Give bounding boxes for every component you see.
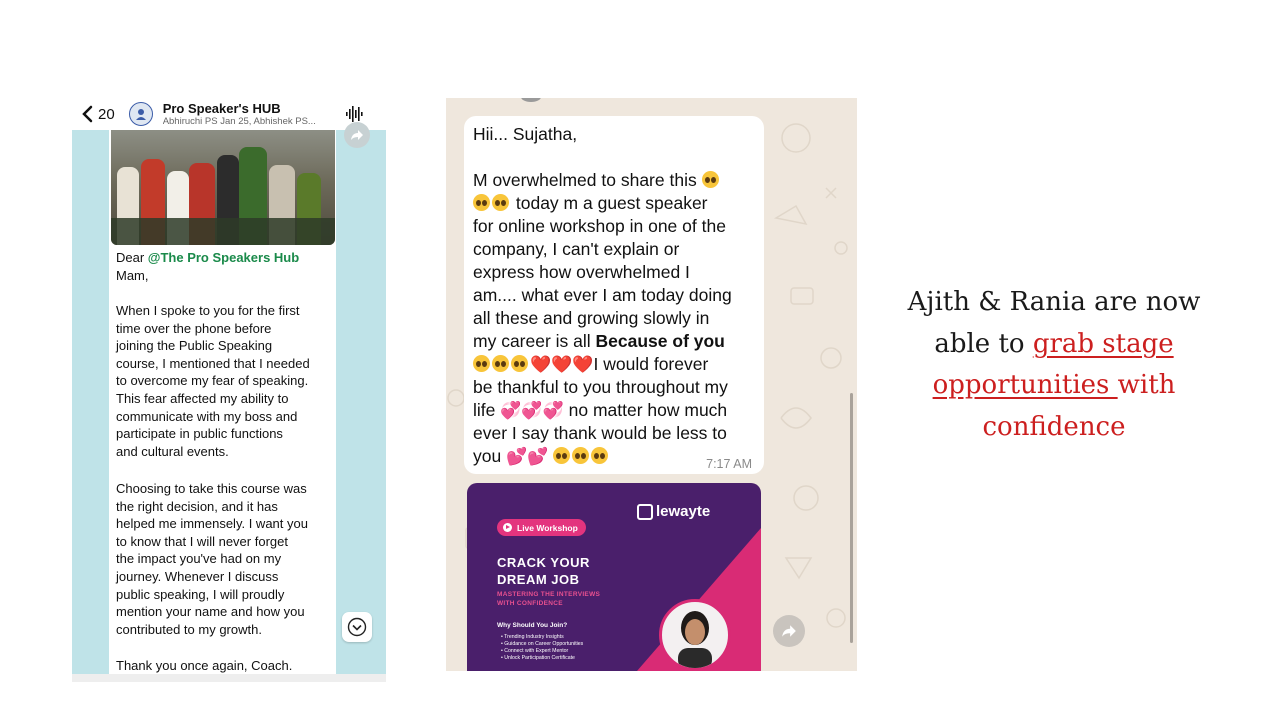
caption-highlight: grab stage (1032, 328, 1174, 359)
group-members: Abhiruchi PS Jan 25, Abhishek PS... (162, 115, 316, 127)
back-chevron-icon[interactable] (78, 104, 96, 124)
message-bubble (109, 130, 336, 682)
brand-mark-icon (637, 504, 653, 520)
caption-line-2: able to grab stage (934, 328, 1174, 359)
msg-line-6: express how overwhelmed I (473, 262, 690, 282)
pleading-emoji-icon (572, 447, 589, 464)
msg-line-10: ❤️❤️❤️I would forever (473, 353, 708, 376)
caption-line-3: opportunities with (932, 370, 1176, 400)
letter-paragraph-1: When I spoke to you for the first time over the phone before joining the Public Speaking course, I mentioned that I needed to overcome my fear of speaking. This fear affected my ability to communicate with my boss and participate in public functions and cultural events. (116, 303, 310, 459)
workshop-poster-image[interactable] (467, 483, 761, 671)
letter-paragraph-2: Choosing to take this course was the right decision, and it has helped me immensely. I want you to know that I will never forget the impact you've had on my journey. Whenever I discuss public speaking, I will proudly mention your name and how you contributed to my growth. (116, 481, 308, 637)
pleading-emoji-icon (511, 355, 528, 372)
mention-link[interactable]: @The Pro Speakers Hub (147, 250, 300, 265)
letter-salutation-line2: Mam, (116, 268, 149, 283)
letter-salutation: Dear @The Pro Speakers Hub (116, 250, 300, 265)
revolving-hearts-icons: 💞💞💞 (500, 401, 564, 420)
msg-line-1: Hii... Sujatha, (473, 124, 578, 144)
poster-bullet: • Trending Industry Insights (501, 634, 564, 640)
middle-chat-screenshot (446, 98, 857, 671)
letter-closing: Thank you once again, Coach. (116, 658, 293, 673)
msg-line-4: for online workshop in one of the (473, 216, 726, 236)
group-info[interactable] (163, 101, 344, 128)
red-heart-icons: ❤️❤️❤️ (530, 355, 594, 374)
poster-headline-1: CRACK YOUR (497, 555, 590, 570)
pleading-emoji-icon (492, 355, 509, 372)
forward-icon[interactable] (773, 615, 805, 647)
live-workshop-pill: Live Workshop (497, 519, 586, 536)
chevron-down-icon (347, 617, 367, 637)
group-title: Pro Speaker's HUB (162, 100, 281, 116)
poster-subheadline-2: WITH CONFIDENCE (497, 600, 563, 607)
msg-line-7: am.... what ever I am today doing (473, 285, 732, 305)
msg-line-8: all these and growing slowly in (473, 308, 710, 328)
msg-line-2: M overwhelmed to share this (473, 169, 721, 192)
waveform-icon[interactable] (344, 104, 364, 124)
two-hearts-icons: 💕💕 (506, 447, 549, 466)
poster-bullet: • Guidance on Career Opportunities (501, 641, 584, 647)
caption-line-4: confidence (982, 411, 1126, 442)
pleading-emoji-icon (473, 194, 490, 211)
group-avatar[interactable] (129, 102, 153, 126)
msg-line-9: my career is all Because of you (473, 331, 725, 351)
poster-why-title: Why Should You Join? (497, 622, 568, 629)
pleading-emoji-icon (473, 355, 490, 372)
msg-line-5: company, I can't explain or (473, 239, 680, 259)
msg-line-12: life 💞💞💞 no matter how much (473, 400, 728, 420)
msg-line-14: you 💕💕 (473, 445, 610, 468)
speaker-photo (659, 599, 731, 671)
chat-header (72, 98, 386, 130)
pleading-emoji-icon (492, 194, 509, 211)
msg-line-13: ever I say thank would be less to (473, 423, 727, 443)
testimonial-caption (872, 282, 1236, 448)
caption-highlight: opportunities (932, 370, 1118, 400)
pleading-emoji-icon (553, 447, 570, 464)
message-timestamp: 7:17 AM (706, 457, 752, 471)
scrollbar[interactable] (850, 393, 853, 643)
msg-line-11: be thankful to you throughout my (473, 377, 728, 397)
poster-bullet: • Connect with Expert Mentor (501, 648, 569, 654)
poster-subheadline-1: MASTERING THE INTERVIEWS (497, 591, 601, 598)
caption-line-1: Ajith & Rania are now (907, 287, 1201, 317)
poster-headline-2: DREAM JOB (497, 572, 580, 587)
brand-logo: lewayte (637, 503, 710, 520)
back-count[interactable]: 20 (98, 105, 115, 123)
input-bar-edge (72, 674, 386, 682)
event-photo[interactable] (111, 130, 335, 245)
pleading-emoji-icon (702, 171, 719, 188)
forward-icon[interactable] (344, 122, 370, 148)
message-bubble (464, 116, 764, 474)
pleading-emoji-icon (591, 447, 608, 464)
play-icon (503, 523, 512, 532)
left-chat-screenshot (72, 98, 386, 682)
poster-bullet: • Unlock Participation Certificate (501, 655, 575, 661)
scroll-down-button[interactable] (342, 612, 372, 642)
msg-line-3: today m a guest speaker (473, 192, 708, 215)
